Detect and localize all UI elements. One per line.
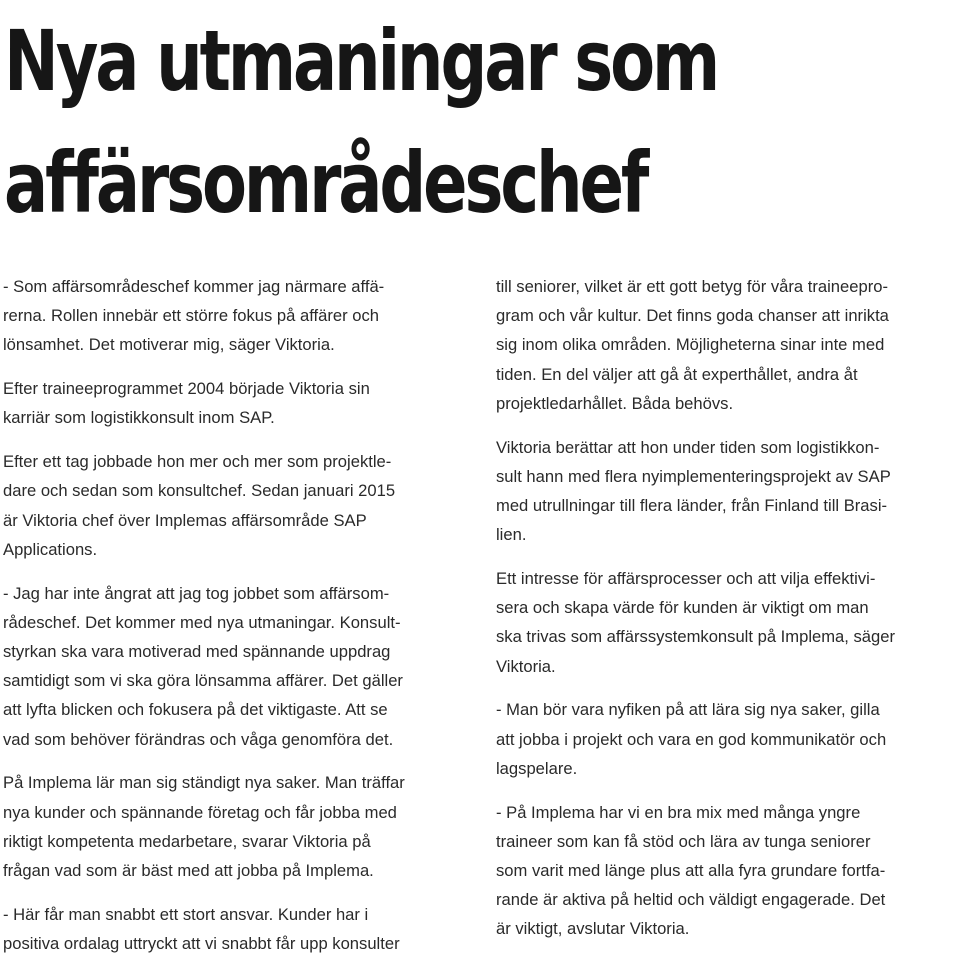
text-line: är viktigt, avslutar Viktoria. [496, 919, 690, 939]
text-line: dare och sedan som konsultchef. Sedan januari 2015 [3, 481, 396, 501]
text-line: Ett intresse för affärsprocesser och att vilja effektivi- [496, 569, 876, 589]
text-line: Efter ett tag jobbade hon mer och mer som projektle- [3, 452, 392, 472]
article-title [4, 0, 745, 244]
text-line: med utrullningar till flera länder, från Finland till Brasi- [496, 496, 888, 516]
title-line-1: Nya utmaningar som [4, 12, 718, 110]
paragraph [496, 272, 958, 418]
text-line: - Man bör vara nyfiken på att lära sig nya saker, gilla [496, 700, 880, 720]
text-line: tiden. En del väljer att gå åt experthållet, andra åt [496, 364, 858, 384]
paragraph [3, 447, 473, 564]
text-line: sig inom olika områden. Möjligheterna sinar inte med [496, 335, 885, 355]
paragraph [3, 272, 473, 360]
left-column [3, 272, 473, 973]
text-line: är Viktoria chef över Implemas affärsområde SAP [3, 510, 367, 530]
title-line-2: affärsområdeschef [4, 134, 647, 232]
paragraph [3, 900, 473, 958]
text-line: Viktoria. [496, 656, 556, 676]
text-line: som varit med länge plus att alla fyra grundare fortfa- [496, 861, 886, 881]
text-line: till seniorer, vilket är ett gott betyg för våra traineepro- [496, 277, 888, 296]
text-line: gram och vår kultur. Det finns goda chanser att inrikta [496, 306, 889, 326]
text-line: frågan vad som är bäst med att jobba på Implema. [3, 861, 374, 881]
text-line: projektledarhållet. Båda behövs. [496, 393, 734, 413]
paragraph [496, 564, 958, 681]
paragraph [3, 374, 473, 432]
text-line: Viktoria berättar att hon under tiden som logistikkon- [496, 437, 880, 457]
text-line: karriär som logistikkonsult inom SAP. [3, 408, 275, 428]
text-line: positiva ordalag uttryckt att vi snabbt får upp konsulter [3, 934, 400, 954]
text-line: - Här får man snabbt ett stort ansvar. Kunder har i [3, 904, 369, 924]
text-line: Applications. [3, 539, 98, 559]
paragraph [496, 798, 958, 944]
text-line: rande är aktiva på heltid och väldigt engagerade. Det [496, 890, 886, 910]
paragraph [3, 579, 473, 754]
text-line: vad som behöver förändras och våga genomföra det. [3, 729, 394, 749]
text-line: rådeschef. Det kommer med nya utmaningar. Konsult- [3, 612, 401, 632]
text-line: - Jag har inte ångrat att jag tog jobbet som affärsom- [3, 583, 390, 603]
text-line: att jobba i projekt och vara en god kommunikatör och [496, 729, 887, 749]
right-column [496, 272, 958, 958]
text-line: sult hann med flera nyimplementeringsprojekt av SAP [496, 466, 891, 486]
paragraph [496, 695, 958, 783]
text-line: att lyfta blicken och fokusera på det viktigaste. Att se [3, 700, 388, 720]
text-line: traineer som kan få stöd och lära av tunga seniorer [496, 831, 871, 851]
text-line: lönsamhet. Det motiverar mig, säger Viktoria. [3, 335, 335, 355]
text-line: rerna. Rollen innebär ett större fokus på affärer och [3, 306, 380, 326]
text-line: - På Implema har vi en bra mix med många yngre [496, 802, 861, 822]
text-line: riktigt kompetenta medarbetare, svarar Viktoria på [3, 831, 371, 851]
text-line: samtidigt som vi ska göra lönsamma affärer. Det gäller [3, 671, 403, 691]
text-line: styrkan ska vara motiverad med spännande uppdrag [3, 642, 391, 662]
text-line: nya kunder och spännande företag och får jobba med [3, 802, 397, 822]
text-line: lien. [496, 525, 527, 545]
text-line: Efter traineeprogrammet 2004 började Viktoria sin [3, 379, 370, 399]
text-line: ska trivas som affärssystemkonsult på Implema, säger [496, 627, 896, 647]
paragraph [496, 433, 958, 550]
text-line: - Som affärsområdeschef kommer jag närmare affä- [3, 277, 385, 296]
text-line: lagspelare. [496, 758, 578, 778]
paragraph [3, 768, 473, 885]
text-line: På Implema lär man sig ständigt nya saker. Man träffar [3, 773, 405, 793]
text-line: sera och skapa värde för kunden är viktigt om man [496, 598, 869, 618]
